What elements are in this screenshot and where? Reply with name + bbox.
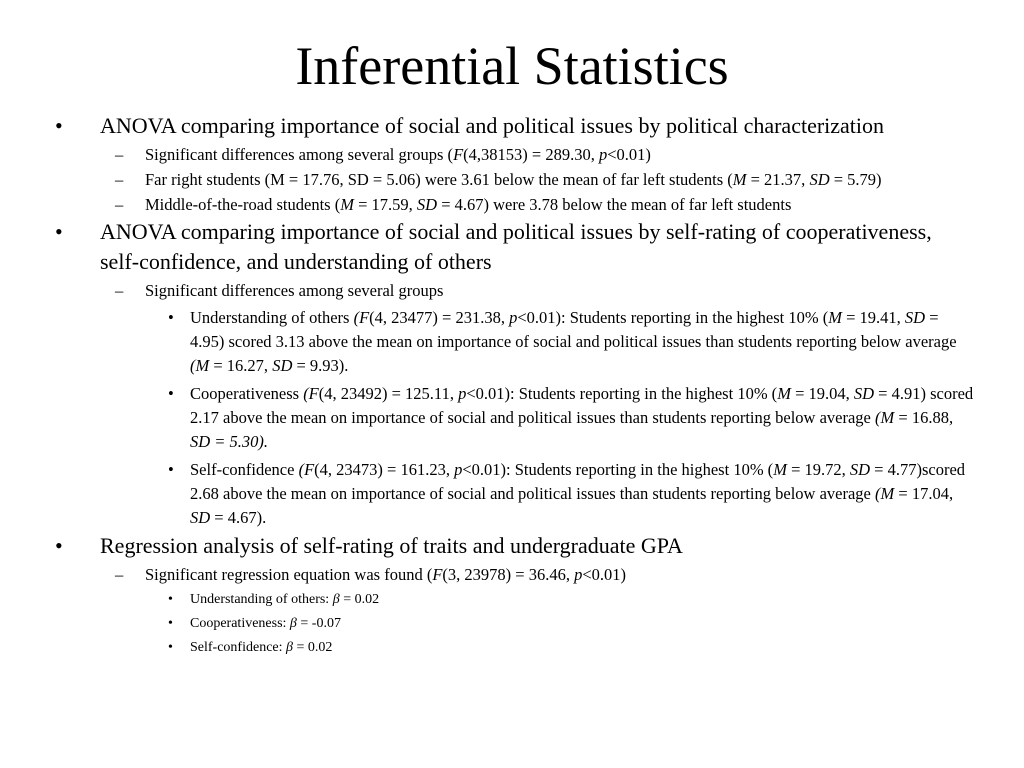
text-run: Understanding of others	[190, 308, 354, 327]
bullet-marker: •	[168, 384, 174, 403]
text-run: Self-confidence:	[190, 640, 287, 655]
bullet-level3-beta-cooperativeness	[168, 614, 950, 634]
bullet-text: Regression analysis of self-rating of traits and undergraduate GPA	[100, 533, 683, 558]
italic-run: F	[432, 565, 443, 584]
slide-content	[0, 110, 1024, 658]
bullet-level2-significant-differences	[115, 144, 975, 166]
bullet-text	[145, 144, 975, 166]
italic-run: F	[453, 145, 464, 164]
text-run: <0.01)	[582, 565, 627, 584]
italic-run: M	[777, 384, 791, 403]
bullet-level1-anova-self-rating	[55, 217, 950, 277]
italic-run: (M	[190, 356, 210, 375]
text-run: (4, 23492) = 125.11,	[318, 384, 459, 403]
text-run: = 4.77)scored 2.68 above the mean on importance of social and political issues than students reporting below average	[190, 460, 966, 503]
bullet-text	[190, 382, 975, 454]
text-run: = 0.02	[339, 592, 380, 607]
text-run: = -0.07	[296, 616, 341, 631]
beta-symbol: β	[286, 640, 293, 655]
dash-marker: –	[115, 195, 124, 214]
slide-title: Inferential Statistics	[295, 36, 729, 96]
bullet-marker: •	[55, 533, 63, 558]
bullet-text: Significant differences among several groups	[145, 281, 444, 300]
italic-run: (F	[303, 384, 319, 403]
text-run: = 4.67).	[210, 508, 267, 527]
text-run: = 16.27,	[209, 356, 273, 375]
text-run: = 4.67) were 3.78 below the mean of far left students	[437, 195, 792, 214]
text-run: = 16.88,	[894, 408, 954, 427]
text-run: = 19.04,	[790, 384, 854, 403]
italic-run: p	[509, 308, 518, 327]
text-run: = 5.79)	[829, 170, 882, 189]
text-run: Cooperativeness	[190, 384, 304, 403]
dash-marker: –	[115, 281, 124, 300]
text-run: Cooperativeness:	[190, 616, 290, 631]
bullet-level1-anova-political	[55, 111, 950, 141]
bullet-level3-cooperativeness	[168, 382, 975, 454]
text-run: (4, 23473) = 161.23,	[314, 460, 455, 479]
text-run: = 4.91) scored 2.17 above the mean on importance of social and political issues than students reporting below average	[190, 384, 974, 427]
text-run: = 4.95) scored 3.13 above the mean on importance of social and political issues than students reporting below average	[190, 308, 957, 351]
text-run: <0.01)	[607, 145, 651, 164]
italic-run: SD	[853, 384, 875, 403]
bullet-marker: •	[168, 460, 174, 479]
italic-run: SD	[904, 308, 926, 327]
italic-run: p	[454, 460, 463, 479]
text-run: = 9.93).	[292, 356, 349, 375]
text-run: = 17.59,	[353, 195, 417, 214]
text-run: (4, 23477) = 231.38,	[369, 308, 510, 327]
italic-run: M	[828, 308, 842, 327]
italic-run: SD	[272, 356, 293, 375]
text-run: <0.01): Students reporting in the highest 10% (	[466, 384, 778, 403]
bullet-level2-regression-equation	[115, 564, 975, 586]
italic-run: p	[598, 145, 608, 164]
bullet-marker: •	[168, 640, 173, 655]
dash-marker: –	[115, 145, 124, 164]
italic-run: (M	[875, 408, 895, 427]
text-run: = 17.04,	[894, 484, 954, 503]
text-run: <0.01): Students reporting in the highest 10% (	[462, 460, 774, 479]
bullet-level2-middle-of-road	[115, 194, 975, 216]
beta-symbol: β	[332, 592, 340, 607]
bullet-marker: •	[55, 219, 63, 244]
text-run: Significant regression equation was found (	[145, 565, 433, 584]
bullet-marker: •	[55, 113, 63, 138]
bullet-level2-significant-groups	[115, 280, 975, 302]
italic-run: M	[773, 460, 787, 479]
beta-symbol: β	[289, 616, 297, 631]
italic-run: (M	[875, 484, 895, 503]
bullet-level3-beta-understanding	[168, 590, 950, 610]
bullet-text	[190, 458, 975, 530]
bullet-text	[190, 590, 950, 610]
bullet-level3-understanding-others	[168, 306, 975, 378]
text-run: <0.01): Students reporting in the highest 10% (	[517, 308, 829, 327]
italic-run: p	[574, 565, 583, 584]
text-run: Self-confidence	[190, 460, 299, 479]
italic-run: p	[458, 384, 467, 403]
bullet-marker: •	[168, 308, 174, 327]
bullet-level3-beta-self-confidence	[168, 638, 950, 658]
bullet-level3-self-confidence	[168, 458, 975, 530]
bullet-text	[190, 638, 950, 658]
italic-run: SD = 5.30).	[190, 432, 269, 451]
italic-run: SD	[809, 170, 830, 189]
bullet-text	[190, 614, 950, 634]
bullet-text	[145, 194, 975, 216]
text-run: (3, 23978) = 36.46,	[442, 565, 575, 584]
italic-run: (F	[353, 308, 370, 327]
bullet-text	[145, 564, 975, 586]
text-run: Far right students (M = 17.76, SD = 5.06) were 3.61 below the mean of far left students (	[145, 170, 733, 189]
dash-marker: –	[115, 170, 124, 189]
italic-run: M	[732, 170, 747, 189]
text-run: (4,38153) = 289.30,	[463, 145, 599, 164]
text-run: = 19.72,	[786, 460, 850, 479]
text-run: Understanding of others:	[190, 592, 333, 607]
italic-run: SD	[416, 195, 438, 214]
bullet-text	[145, 169, 975, 191]
bullet-level2-far-right	[115, 169, 975, 191]
text-run: = 19.41,	[841, 308, 905, 327]
italic-run: (F	[298, 460, 315, 479]
dash-marker: –	[115, 565, 124, 584]
text-run: Significant differences among several groups (	[145, 145, 454, 164]
italic-run: M	[340, 195, 354, 214]
bullet-level1-regression	[55, 531, 950, 561]
text-run: Middle-of-the-road students (	[145, 195, 341, 214]
bullet-text	[190, 306, 975, 378]
bullet-text: ANOVA comparing importance of social and political issues by political characterization	[100, 113, 885, 138]
italic-run: SD	[849, 460, 871, 479]
text-run: = 21.37,	[746, 170, 810, 189]
italic-run: SD	[190, 508, 211, 527]
bullet-text: ANOVA comparing importance of social and political issues by self-rating of cooperativeness, self-confidence, and understanding of others	[100, 219, 932, 274]
text-run: = 0.02	[293, 640, 333, 655]
bullet-marker: •	[168, 592, 173, 607]
bullet-marker: •	[168, 616, 173, 631]
